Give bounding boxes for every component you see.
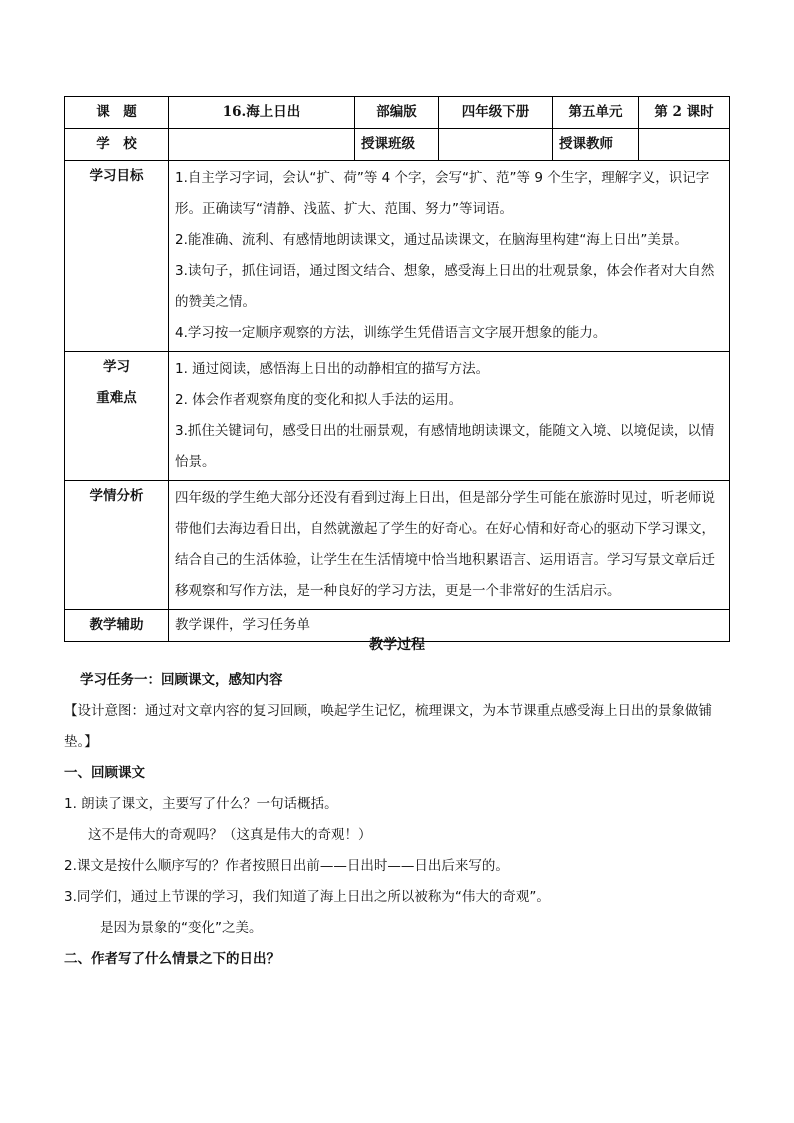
question-1: 1. 朗读了课文，主要写了什么？一句话概括。: [64, 796, 338, 812]
analysis-row: [65, 481, 730, 610]
header-row-2: [65, 129, 730, 161]
analysis-content: [169, 481, 730, 610]
question-3-answer: 是因为景象的“变化”之美。: [100, 920, 263, 936]
topic-label: 课 题: [65, 97, 169, 129]
key-points-label-line1: 学习: [103, 359, 130, 375]
lesson-number: 第 2 课时: [639, 97, 730, 129]
question-3: 3.同学们，通过上节课的学习，我们知道了海上日出之所以被称为“伟大的奇观”。: [64, 889, 550, 905]
header-row-1: [65, 97, 730, 129]
section2-heading: 二、作者写了什么情景之下的日出？: [64, 951, 280, 967]
edition: 部编版: [355, 97, 439, 129]
goals-label: 学习目标: [65, 161, 169, 352]
school-label: 学 校: [65, 129, 169, 161]
section1-heading: 一、回顾课文: [64, 765, 145, 781]
teacher-label: 授课教师: [553, 129, 639, 161]
key-points-content: [169, 352, 730, 481]
key-point-item: 3.抓住关键词句，感受日出的壮丽景观，有感情地朗读课文，能随文入境、以境促读，以情怡景。: [175, 423, 715, 470]
goals-row: [65, 161, 730, 352]
class-label: 授课班级: [355, 129, 439, 161]
goal-item: 1.自主学习字词，会认“扩、荷”等 4 个字，会写“扩、范”等 9 个生字，理解字义，识记字形。正确读写“清静、浅蓝、扩大、范围、努力”等词语。: [175, 170, 710, 217]
analysis-text: 四年级的学生绝大部分还没有看到过海上日出，但是部分学生可能在旅游时见过，听老师说带他们去海边看日出，自然就激起了学生的好奇心。在好心情和好奇心的驱动下学习课文，结合自己的生活体验，让学生在生活情境中恰当地积累语言、运用语言。学习写景文章后迁移观察和写作方法，是一种良好的学习方法，更是一个非常好的生活启示。: [175, 490, 715, 599]
key-point-item: 1. 通过阅读，感悟海上日出的动静相宜的描写方法。: [175, 361, 490, 377]
key-point-item: 2. 体会作者观察角度的变化和拟人手法的运用。: [175, 392, 463, 408]
key-points-label-line2: 重难点: [96, 390, 137, 406]
process-title: 教学过程: [369, 637, 425, 653]
aids-content: 教学课件，学习任务单: [169, 610, 730, 642]
design-intent: 【设计意图：通过对文章内容的复习回顾，唤起学生记忆，梳理课文，为本节课重点感受海上日出的景象做铺垫。】: [64, 703, 712, 750]
lesson-plan-table: [64, 96, 730, 642]
goal-item: 3.读句子，抓住词语，通过图文结合、想象，感受海上日出的壮观景象，体会作者对大自然的赞美之情。: [175, 263, 715, 310]
analysis-label: 学情分析: [65, 481, 169, 610]
aids-label: 教学辅助: [65, 610, 169, 642]
topic-value: 16.海上日出: [169, 97, 355, 129]
question-2: 2.课文是按什么顺序写的？作者按照日出前——日出时——日出后来写的。: [64, 858, 509, 874]
key-points-row: [65, 352, 730, 481]
goal-item: 2.能准确、流利、有感情地朗读课文，通过品读课文，在脑海里构建“海上日出”美景。: [175, 232, 688, 248]
unit: 第五单元: [553, 97, 639, 129]
grade: 四年级下册: [439, 97, 553, 129]
goal-item: 4.学习按一定顺序观察的方法，训练学生凭借语言文字展开想象的能力。: [175, 325, 607, 341]
question-1-answer: 这不是伟大的奇观吗？（这真是伟大的奇观！）: [88, 827, 372, 843]
school-value: [169, 129, 355, 161]
teacher-value: [639, 129, 730, 161]
goals-content: [169, 161, 730, 352]
key-points-label: [65, 352, 169, 481]
task1-heading: 学习任务一：回顾课文，感知内容: [80, 672, 283, 688]
class-value: [439, 129, 553, 161]
